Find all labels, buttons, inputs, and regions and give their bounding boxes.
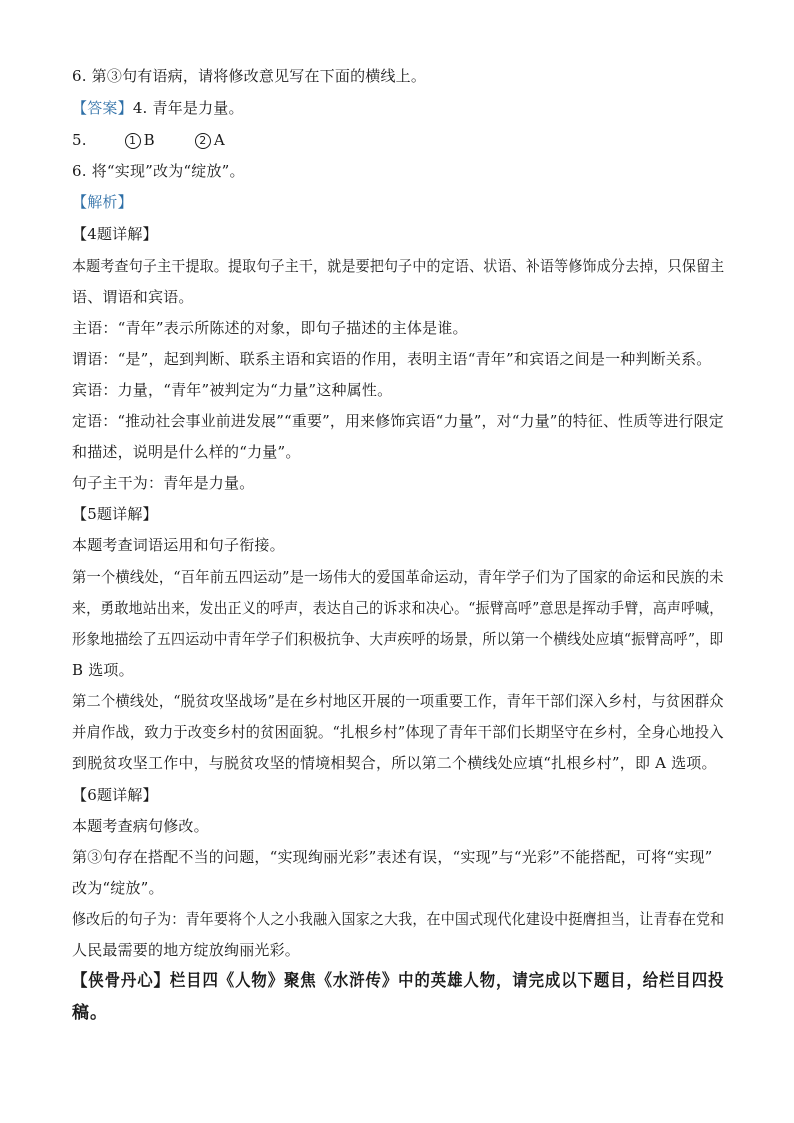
- q5-line: 本题考查词语运用和句子衔接。: [72, 536, 285, 554]
- q6-line: 修改后的句子为：青年要将个人之小我融入国家之大我，在中国式现代化建设中挺膺担当，让青春在党和: [72, 910, 725, 928]
- q5-line: 形象地描绘了五四运动中青年学子们积极抗争、大声疾呼的场景，所以第一个横线处应填“振臂高呼”，即: [72, 630, 724, 648]
- option-2-answer: A: [213, 131, 225, 149]
- q4-line: 定语：“推动社会事业前进发展”“重要”，用来修饰宾语“力量”，对“力量”的特征、性质等进行限定: [72, 412, 724, 430]
- option-1-mark: 1: [125, 133, 141, 149]
- q5-line: 第一个横线处，“百年前五四运动”是一场伟大的爱国革命运动，青年学子们为了国家的命运和民族的未: [72, 568, 724, 586]
- q5-line: B 选项。: [72, 661, 134, 679]
- q4-line: 谓语：“是”，起到判断、联系主语和宾语的作用，表明主语“青年”和宾语之间是一种判断关系。: [72, 350, 712, 368]
- analysis-tag: 【解析】: [72, 193, 133, 211]
- q5-line: 来，勇敢地站出来，发出正义的呼声，表达自己的诉求和决心。“振臂高呼”意思是挥动手臂，高声呼喊，: [72, 599, 724, 617]
- q5-line: 并肩作战，致力于改变乡村的贫困面貌。“扎根乡村”体现了青年干部们长期坚守在乡村，全身心地投入: [72, 723, 724, 741]
- q4-line: 句子主干为：青年是力量。: [72, 474, 255, 492]
- q6-heading: 【6题详解】: [72, 786, 158, 804]
- q4-line: 主语：“青年”表示所陈述的对象，即句子描述的主体是谁。: [72, 319, 468, 337]
- q5-line: 到脱贫攻坚工作中，与脱贫攻坚的情境相契合，所以第二个横线处应填“扎根乡村”，即 A 选项。: [72, 754, 717, 772]
- q6-line: 第③句存在搭配不当的问题，“实现绚丽光彩”表述有误，“实现”与“光彩”不能搭配，可将“实现”: [72, 848, 713, 866]
- answer-6-line: 6. 将“实现”改为“绽放”。: [72, 162, 245, 180]
- section-heading-line: 稿。: [72, 1003, 108, 1023]
- q6-line: 本题考查病句修改。: [72, 817, 209, 835]
- q5-line: 第二个横线处，“脱贫攻坚战场”是在乡村地区开展的一项重要工作，青年干部们深入乡村，与贫困群众: [72, 692, 724, 710]
- q6-line: 改为“绽放”。: [72, 879, 164, 897]
- question-6-prompt: 6. 第③句有语病，请将修改意见写在下面的横线上。: [72, 67, 427, 85]
- answer-4-line: [72, 98, 244, 118]
- q4-line: 本题考查句子主干提取。提取句子主干，就是要把句子中的定语、状语、补语等修饰成分去掉，只保留主: [72, 257, 725, 275]
- q6-line: 人民最需要的地方绽放绚丽光彩。: [72, 941, 301, 959]
- section-heading-line: 【侠骨丹心】栏目四《人物》聚焦《水浒传》中的英雄人物，请完成以下题目，给栏目四投: [72, 971, 725, 991]
- option-2-mark: 2: [195, 133, 211, 149]
- answer-5-line: [72, 130, 225, 150]
- q4-heading: 【4题详解】: [72, 225, 158, 243]
- answer-4-text: 4. 青年是力量。: [132, 99, 244, 117]
- option-1-answer: B: [143, 131, 155, 149]
- q4-line: 和描述，说明是什么样的“力量”。: [72, 443, 301, 461]
- answer-tag: 【答案】: [72, 99, 133, 117]
- q4-line: 宾语：力量，“青年”被判定为“力量”这种属性。: [72, 381, 393, 399]
- answer-5-number: 5.: [72, 131, 87, 149]
- q5-heading: 【5题详解】: [72, 505, 158, 523]
- q4-line: 语、谓语和宾语。: [72, 288, 194, 306]
